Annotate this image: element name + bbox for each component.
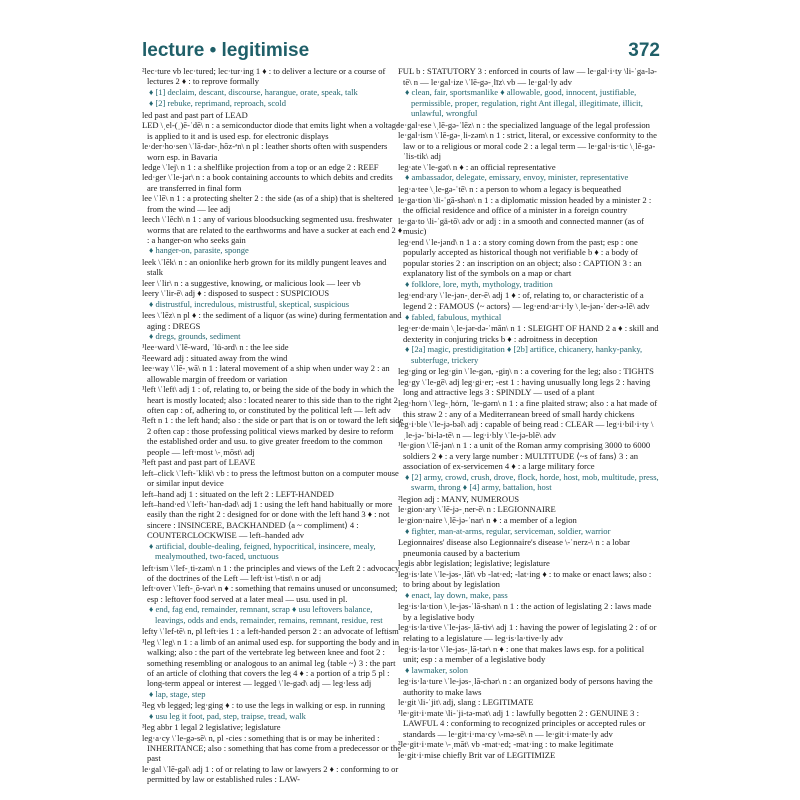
thesaurus-line: ♦ ambassador, delegate, emissary, envoy, minister, representative — [405, 172, 629, 183]
dictionary-entry: leg·is·la·tive \ˈle-jəs-ˌlā-tiv\ adj 1 : having the power of legislating 2 : of or relating to a legislature — leg·is·la·tive·ly adv — [398, 622, 657, 643]
dictionary-entry: leer \ˈlir\ n : a suggestive, knowing, or malicious look — leer vb — [142, 277, 361, 288]
dictionary-entry: leg·ate \ˈle-gət\ n ♦ : an official representative — [398, 161, 556, 172]
thesaurus-line: ♦ hanger-on, parasite, sponge — [149, 245, 249, 256]
dictionary-entry: ²lec·ture vb lec·tured; lec·tur·ing 1 ♦ : to deliver a lecture or a course of lectures 2 ♦ : to reprove formally — [142, 66, 386, 87]
dictionary-entry: leg·a·cy \ˈle-gə-sē\ n, pl -cies : something that is or may be inherited : INHERITANCE; also : something that has come from a predecessor or the past — [142, 732, 402, 764]
thesaurus-line: ♦ folklore, lore, myth, mythology, tradition — [405, 278, 553, 289]
dictionary-entry: legis abbr legislation; legislative; legislature — [398, 558, 550, 569]
dictionary-entry: leg·horn \ˈleg-ˌhȯrn, ˈle-gərn\ n 1 : a fine plaited straw; also : a hat made of this straw 2 : any of a Mediterranean breed of small hardy chickens — [398, 397, 658, 419]
thesaurus-line: ♦ [2a] magic, prestidigitation ♦ [2b] artifice, chicanery, hanky-panky, subterfuge, trickery — [405, 344, 643, 365]
thesaurus-line: ♦ [2] army, crowd, crush, drove, flock, horde, host, mob, multitude, press, swarm, throng ♦ [4] army, battalion, host — [405, 471, 659, 493]
thesaurus-line: ♦ [1] declaim, descant, discourse, harangue, orate, speak, talk — [149, 86, 358, 97]
thesaurus-line: ♦ lap, stage, step — [149, 688, 206, 699]
thesaurus-line: ♦ artificial, double-dealing, feigned, hypocritical, insincere, mealy, mealymouthed, two-faced, unctuous — [149, 540, 376, 562]
dictionary-entry: leg·gy \ˈle-gē\ adj leg·gi·er; -est 1 : having unusually long legs 2 : having long and attractive legs 3 : SPINDLY — used of a plant — [398, 376, 651, 398]
dictionary-entry: ²leeward adj : situated away from the wind — [142, 352, 288, 363]
thesaurus-line: ♦ distrustful, incredulous, mistrustful, skeptical, suspicious — [149, 298, 350, 309]
dictionary-entry: ³left past and past part of LEAVE — [142, 457, 256, 468]
dictionary-entry: leg·end \ˈle-jənd\ n 1 a : a story coming down from the past; esp : one popularly accepted as historical though not verifiable b ♦ : a body of popular stories 2 : an inscription on an object; also : CAPTION 3 : an explanatory list of the symbols on a map or chart — [398, 236, 642, 279]
dictionary-entry: leg·er·de·main \ˌle-jər-də-ˈmān\ n 1 : SLEIGHT OF HAND 2 a ♦ : skill and dexterity in conjuring tricks b ♦ : adroitness in deception — [398, 323, 659, 344]
dictionary-entry: left·ism \ˈlef-ˌti-zəm\ n 1 : the principles and views of the Left 2 : advocacy of the doctrines of the Left — left·ist \-tist\ n or adj — [142, 562, 400, 583]
dictionary-entry: left–hand·ed \ˈleft-ˈhan-dəd\ adj 1 : using the left hand habitually or more easily than the right 2 : designed for or done with the left hand 3 ♦ : not sincere : INSINCERE, BACKHANDED ⟨a ~ compliment⟩ 4 : COUNTERCLOCKWISE — left–handed adv — [142, 498, 393, 541]
dictionary-entry: ledge \ˈlej\ n 1 : a shelflike projection from a top or an edge 2 : REEF — [142, 161, 379, 172]
dictionary-entry: ²legion adj : MANY, NUMEROUS — [398, 493, 520, 504]
dictionary-entry: lee·way \ˈlē-ˌwā\ n 1 : lateral movement of a ship when under way 2 : an allowable margin of freedom or variation — [142, 363, 390, 384]
left-column — [142, 66, 404, 785]
thesaurus-line: ♦ fighter, man-at-arms, regular, serviceman, soldier, warrior — [405, 525, 611, 536]
dictionary-entry: led·ger \ˈle-jər\ n : a book containing accounts to which debits and credits are transferred in final form — [142, 172, 393, 193]
dictionary-entry: left·over \ˈleft-ˌō-vər\ n ♦ : something that remains unused or unconsumed; esp : leftover food served at a later meal — usu. used in pl. — [142, 583, 398, 604]
dictionary-entry: ¹left \ˈleft\ adj 1 : of, relating to, or being the side of the body in which the heart is mostly located; also : located nearer to this side than to the right 2 often cap : of, adhering to, or constituted by the political left — left adv — [142, 384, 398, 415]
dictionary-entry: le·der·ho·sen \ˈlā-dər-ˌhōz-ᵊn\ n pl : leather shorts often with suspenders worn esp. in Bavaria — [142, 141, 388, 162]
thesaurus-line: ♦ usu leg it foot, pad, step, traipse, tread, walk — [149, 710, 306, 721]
thesaurus-line: ♦ fabled, fabulous, mythical — [405, 311, 502, 322]
dictionary-entry: le·gion·ary \ˈlē-jə-ˌner-ē\ n : LEGIONNAIRE — [398, 504, 556, 515]
thesaurus-line: ♦ enact, lay down, make, pass — [405, 589, 508, 600]
dictionary-entry: FUL b : STATUTORY 3 : enforced in courts of law — le·gal·i·ty \li-ˈga-lə-tē\ n — le·gal·ize \ˈlē-gə-ˌlīz\ vb — le·gal·ly adv — [398, 66, 657, 87]
dictionary-entry: ¹le·git·i·mate \li-ˈji-tə-mət\ adj 1 : lawfully begotten 2 : GENUINE 3 : LAWFUL 4 : conforming to recognized principles or accepted rules or standards — le·git·i·ma·cy \-mə-sē\ n — le·git·i·mate·ly adv — [398, 707, 646, 739]
dictionary-entry: ¹lee·ward \ˈlē-wərd, ˈlü-ərd\ n : the lee side — [142, 342, 289, 353]
thesaurus-line: ♦ end, fag end, remainder, remnant, scrap ♦ usu leftovers balance, leavings, odds and ends, remainder, remains, remnant, residue, rest — [149, 604, 383, 625]
dictionary-entry: leg·is·la·tion \ˌle-jəs-ˈlā-shən\ n 1 : the action of legislating 2 : laws made by a legislative body — [398, 601, 652, 622]
dictionary-entry: ²left n 1 : the left hand; also : the side or part that is on or toward the left side 2 often cap : those professing political views marked by desire to reform the established order and usu. to give greater freedom to the common people — left·most \-ˌmōst\ adj — [142, 415, 404, 457]
dictionary-entry: left–hand adj 1 : situated on the left 2 : LEFT-HANDED — [142, 488, 334, 499]
dictionary-entry: led past and past part of LEAD — [142, 109, 248, 120]
thesaurus-line: ♦ dregs, grounds, sediment — [149, 330, 241, 341]
dictionary-entry: leg·ging or leg·gin \ˈle-gən, -giŋ\ n : a covering for the leg; also : TIGHTS — [398, 366, 654, 377]
dictionary-entry: lefty \ˈlef-tē\ n, pl left·ies 1 : a left-handed person 2 : an advocate of leftism — [142, 626, 399, 637]
dictionary-entry: ²leg vb legged; leg·ging ♦ : to use the legs in walking or esp. in running — [142, 700, 385, 711]
thesaurus-line: ♦ [2] rebuke, reprimand, reproach, scold — [149, 98, 286, 109]
dictionary-entry: lee \ˈlē\ n 1 : a protecting shelter 2 : the side (as of a ship) that is sheltered from the wind — lee adj — [142, 193, 394, 214]
dictionary-entry: leg·i·ble \ˈle-jə-bəl\ adj : capable of being read : CLEAR — leg·i·bil·i·ty \ˌle-jə-ˈbi-lə-tē\ n — leg·i·bly \ˈle-jə-blē\ adv — [398, 419, 654, 440]
dictionary-entry: leech \ˈlēch\ n 1 : any of various bloodsucking segmented usu. freshwater worms that are related to the earthworms and have a sucker at each end 2 ♦ : a hanger-on who seeks gain — [142, 214, 403, 245]
page-number: 372 — [628, 40, 660, 61]
dictionary-entry: le·gal·ism \ˈlē-gə-ˌli-zəm\ n 1 : strict, literal, or excessive conformity to the law or to a religious or moral code 2 : a legal term — le·gal·is·tic \ˌlē-gə-ˈlis-tik\ adj — [398, 130, 657, 162]
dictionary-entry: le·git \li-ˈjit\ adj, slang : LEGITIMATE — [398, 697, 534, 708]
dictionary-entry: Legionnaires' disease also Legionnaire's disease \-ˈnerz-\ n : a lobar pneumonia caused by a bacterium — [398, 537, 630, 558]
dictionary-entry: ³leg abbr 1 legal 2 legislative; legislature — [142, 722, 281, 733]
dictionary-entry: le·ga·tion \li-ˈgā-shən\ n 1 : a diplomatic mission headed by a minister 2 : the official residence and office of a minister in a foreign country — [398, 194, 652, 216]
dictionary-entry: ¹leg \ˈleg\ n 1 : a limb of an animal used esp. for supporting the body and in walking; also : the part of the vertebrate leg between knee and foot 2 : something resembling or analogous to an animal leg ⟨table ~⟩ 3 : the part of an article of clothing that covers the leg 4 ♦ : a portion of a trip 5 pl : long-term appeal or interest — legged \ˈle-gəd\ adj — leg·less adj — [142, 636, 400, 689]
dictionary-entry: ²le·git·i·mate \-ˌmāt\ vb -mat·ed; -mat·ing : to make legitimate — [398, 739, 614, 750]
right-column — [398, 66, 660, 761]
page-header — [142, 40, 660, 66]
thesaurus-line: ♦ lawmaker, solon — [405, 664, 468, 675]
dictionary-entry: le·gal \ˈlē-gəl\ adj 1 : of or relating to law or lawyers 2 ♦ : conforming to or permitted by law or established rules : LAW- — [142, 763, 399, 785]
dictionary-entry: lees \ˈlēz\ n pl ♦ : the sediment of a liquor (as wine) during fermentation and aging : DREGS — [142, 310, 402, 331]
dictionary-entry: leg·end·ary \ˈle-jən-ˌder-ē\ adj 1 ♦ : of, relating to, or characteristic of a legend 2 : FAMOUS ⟨~ actors⟩ — leg·end·ar·i·ly \ˌle-jən-ˈder-ə-lē\ adv — [398, 290, 650, 312]
dictionary-entry: leg·a·tee \ˌle-gə-ˈtē\ n : a person to whom a legacy is bequeathed — [398, 184, 622, 195]
dictionary-entry: leg·is·late \ˈle-jəs-ˌlāt\ vb -lat·ed; -lat·ing ♦ : to make or enact laws; also : to bring about by legislation — [398, 568, 652, 590]
dictionary-entry: left–click \ˈleft-ˈklik\ vb : to press the leftmost button on a computer mouse or similar input device — [142, 467, 399, 489]
dictionary-entry: ¹le·gion \ˈlē-jən\ n 1 : a unit of the Roman army comprising 3000 to 6000 soldiers 2 ♦ : a very large number : MULTITUDE ⟨~s of fans⟩ 3 : an association of ex-servicemen 4 ♦ : a large military force — [398, 440, 651, 472]
dictionary-entry: le·gal·ese \ˌlē-gə-ˈlēz\ n : the specialized language of the legal profession — [398, 119, 650, 130]
dictionary-entry: LED \ˌel-(ˌ)ē-ˈdē\ n : a semiconductor diode that emits light when a voltage is applied to it and is used esp. for electronic displays — [142, 120, 400, 141]
dictionary-entry: leg·is·la·ture \ˈle-jəs-ˌlā-chər\ n : an organized body of persons having the authority to make laws — [398, 676, 653, 697]
dictionary-entry: le·ga·to \li-ˈgä-tō\ adv or adj : in a smooth and connected manner (as of music) — [398, 215, 645, 237]
dictionary-entry: leg·is·la·tor \ˈle-jəs-ˌlā-tər\ n ♦ : one that makes laws esp. for a political unit; esp : a member of a legislative body — [398, 643, 645, 665]
dictionary-entry: le·git·i·mise chiefly Brit var of LEGITIMIZE — [398, 750, 556, 760]
dictionary-entry: le·gion·naire \ˌlē-jə-ˈnar\ n ♦ : a member of a legion — [398, 514, 577, 525]
thesaurus-line: ♦ clean, fair, sportsmanlike ♦ allowable, good, innocent, justifiable, permissible, proper, regulation, right Ant illegal, illegitimate, illicit, unlawful, wrongful — [405, 87, 643, 119]
dictionary-entry: leek \ˈlēk\ n : an onionlike herb grown for its mildly pungent leaves and stalk — [142, 256, 387, 278]
guide-words: lecture • legitimise — [142, 40, 310, 61]
dictionary-entry: leery \ˈlir-ē\ adj ♦ : disposed to suspect : SUSPICIOUS — [142, 288, 330, 299]
